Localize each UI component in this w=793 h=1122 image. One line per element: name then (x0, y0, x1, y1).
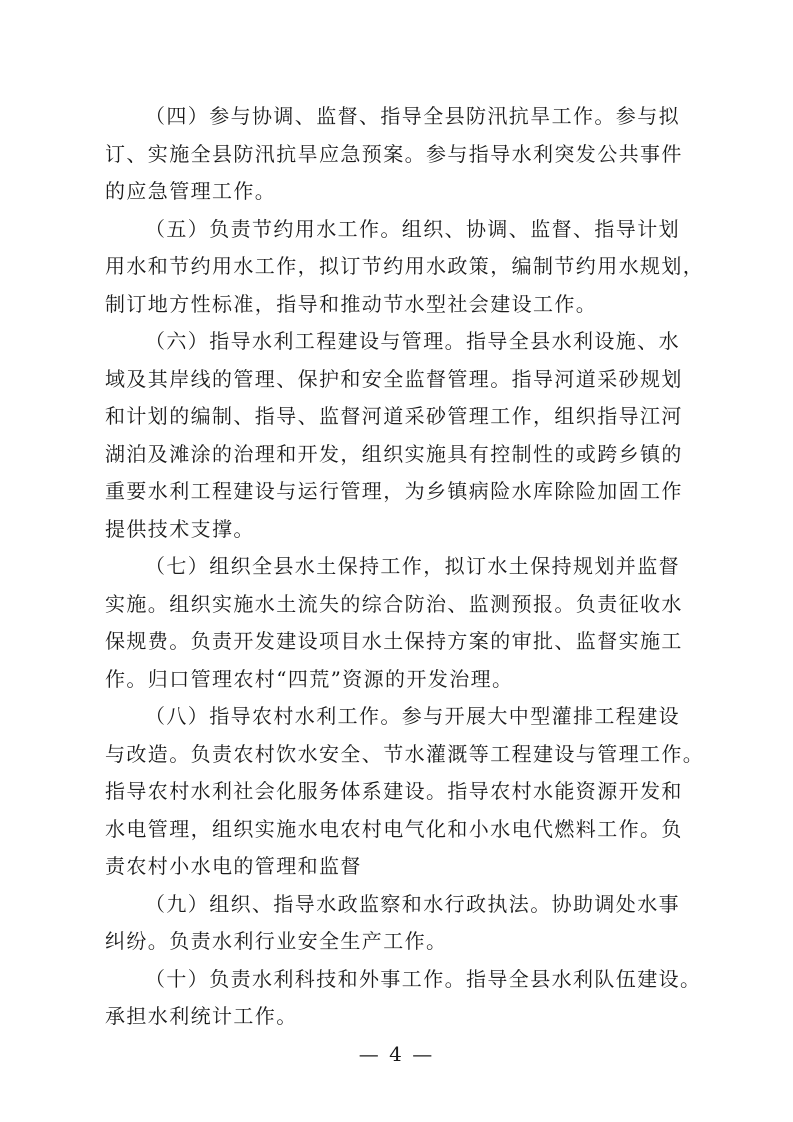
paragraph-line: （十）负责水利科技和外事工作。指导全县水利队伍建设。 (145, 966, 702, 991)
paragraph-line: （五）负责节约用水工作。组织、协调、监督、指导计划 (145, 216, 680, 241)
paragraph-line: 与改造。负责农村饮水安全、节水灌溉等工程建设与管理工作。 (105, 741, 705, 766)
paragraph-line: 域及其岸线的管理、保护和安全监督管理。指导河道采砂规划 (105, 366, 683, 391)
paragraph-line: 提供技术支撑。 (105, 516, 255, 541)
page-number: — 4 — (358, 1042, 435, 1066)
paragraph-line: 重要水利工程建设与运行管理，为乡镇病险水库除险加固工作 (105, 479, 683, 503)
paragraph-line: 水电管理，组织实施水电农村电气化和小水电代燃料工作。负 (105, 816, 683, 841)
paragraph-line: 责农村小水电的管理和监督 (105, 854, 362, 878)
paragraph-10 (105, 961, 702, 1036)
paragraph-6 (105, 323, 690, 548)
paragraph-line: 纠纷。负责水利行业安全生产工作。 (105, 929, 448, 953)
paragraph-line: 保规费。负责开发建设项目水土保持方案的审批、监督实施工 (105, 629, 683, 653)
paragraph-line: 作。归口管理农村“四荒”资源的开发治理。 (105, 666, 514, 691)
paragraph-line: 订、实施全县防汛抗旱应急预案。参与指导水利突发公共事件 (105, 141, 683, 166)
paragraph-line: 实施。组织实施水土流失的综合防治、监测预报。负责征收水 (105, 591, 683, 616)
paragraph-8 (105, 698, 705, 886)
document-body (105, 98, 705, 1036)
paragraph-line: （六）指导水利工程建设与管理。指导全县水利设施、水 (145, 329, 680, 353)
paragraph-9 (105, 886, 690, 961)
paragraph-line: 湖泊及滩涂的治理和开发，组织实施具有控制性的或跨乡镇的 (105, 441, 683, 466)
paragraph-line: 承担水利统计工作。 (105, 1004, 298, 1028)
paragraph-line: 指导农村水利社会化服务体系建设。指导农村水能资源开发和 (105, 779, 683, 803)
paragraph-line: 和计划的编制、指导、监督河道采砂管理工作，组织指导江河 (105, 404, 683, 428)
paragraph-line: （九）组织、指导水政监察和水行政执法。协助调处水事 (145, 891, 680, 916)
paragraph-5 (105, 211, 705, 324)
paragraph-line: （七）组织全县水土保持工作，拟订水土保持规划并监督 (145, 554, 680, 578)
paragraph-7 (105, 548, 690, 698)
paragraph-line: （八）指导农村水利工作。参与开展大中型灌排工程建设 (145, 704, 680, 728)
paragraph-line: （四）参与协调、监督、指导全县防汛抗旱工作。参与拟 (145, 104, 680, 128)
paragraph-4 (105, 98, 690, 211)
paragraph-line: 的应急管理工作。 (105, 179, 277, 203)
paragraph-line: 制订地方性标准，指导和推动节水型社会建设工作。 (105, 291, 598, 316)
paragraph-line: 用水和节约用水工作，拟订节约用水政策，编制节约用水规划， (105, 254, 705, 278)
